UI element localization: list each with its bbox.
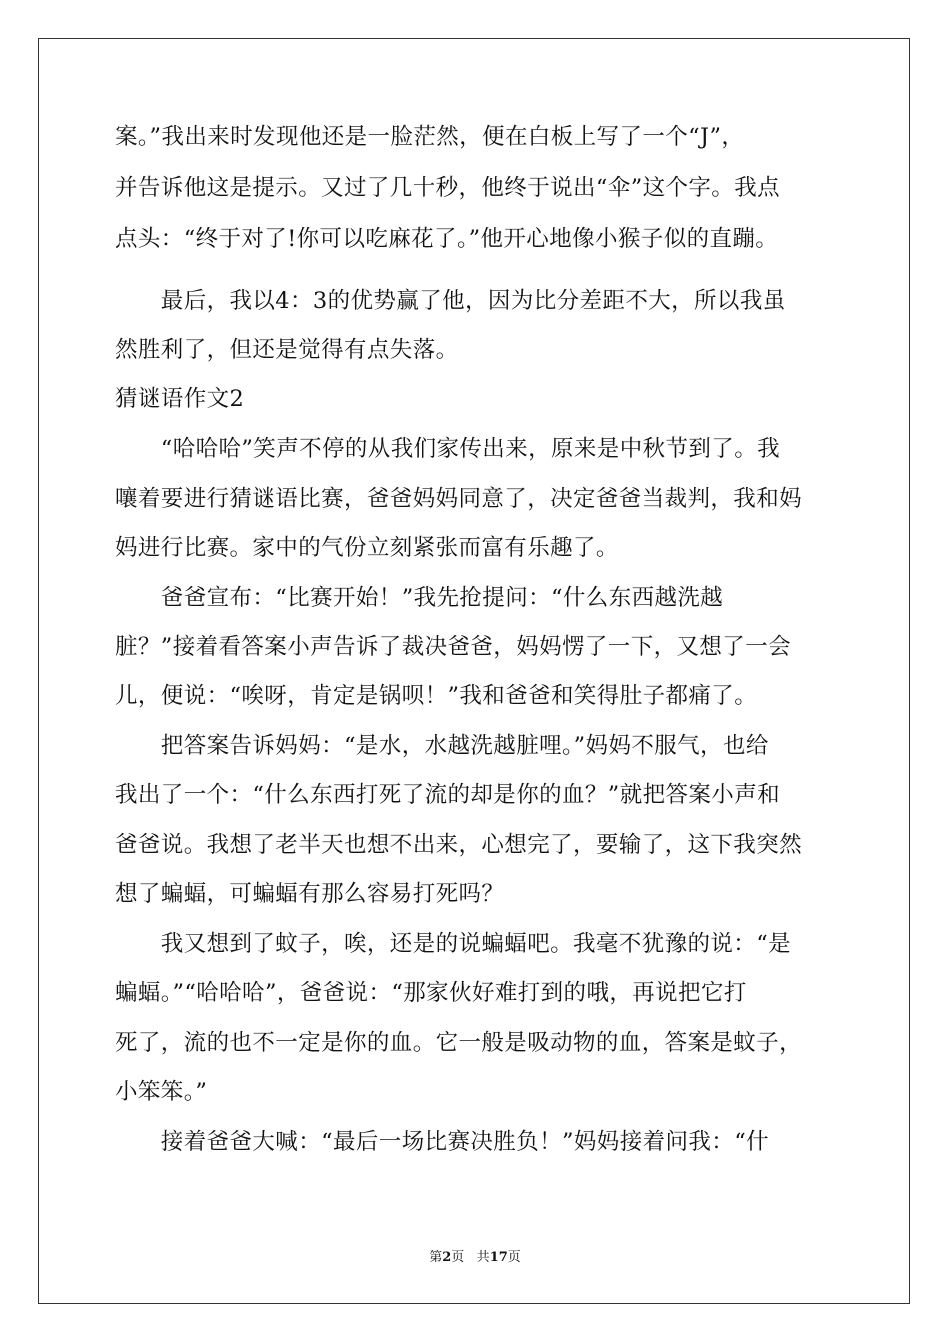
total-prefix: 共 bbox=[476, 1250, 490, 1265]
text-line: 妈进行比赛。家中的气份立刻紧张而富有乐趣了。 bbox=[115, 535, 619, 561]
text-line: 并告诉他这是提示。又过了几十秒，他终于说出“伞”这个字。我点 bbox=[115, 175, 781, 201]
page-prefix: 第 bbox=[429, 1250, 443, 1265]
text-line: 把答案告诉妈妈：“是水，水越洗越脏哩。”妈妈不服气，也给 bbox=[115, 733, 769, 759]
text-line: 爸爸说。我想了老半天也想不出来，心想完了，要输了，这下我突然 bbox=[115, 832, 803, 858]
text-line: 我又想到了蚊子，唉，还是的说蝙蝠吧。我毫不犹豫的说：“是 bbox=[115, 931, 792, 957]
text-line: 儿，便说：“唉呀，肯定是锅呗！”我和爸爸和笑得肚子都痛了。 bbox=[115, 683, 758, 709]
text-line: 脏？”接着看答案小声告诉了裁决爸爸，妈妈愣了一下，又想了一会 bbox=[115, 634, 792, 660]
page-number: 2 bbox=[442, 1250, 452, 1265]
text-line: “哈哈哈”笑声不停的从我们家传出来，原来是中秋节到了。我 bbox=[115, 436, 781, 462]
text-line: 嚷着要进行猜谜语比赛，爸爸妈妈同意了，决定爸爸当裁判，我和妈 bbox=[115, 486, 803, 512]
total-pages: 17 bbox=[489, 1250, 508, 1265]
text-line: 点头：“终于对了!你可以吃麻花了。”他开心地像小猴子似的直蹦。 bbox=[115, 226, 779, 252]
text-line: 案。”我出来时发现他还是一脸茫然，便在白板上写了一个“J”， bbox=[115, 124, 745, 150]
text-line: 最后，我以4：3的优势赢了他，因为比分差距不大，所以我虽 bbox=[115, 288, 786, 314]
text-line: 我出了一个：“什么东西打死了流的却是你的血？”就把答案小声和 bbox=[115, 782, 781, 808]
page-footer bbox=[0, 1250, 950, 1266]
text-line: 爸爸宣布：“比赛开始！”我先抢提问：“什么东西越洗越 bbox=[115, 585, 724, 611]
text-line: 想了蝙蝠，可蝙蝠有那么容易打死吗？ bbox=[115, 881, 505, 907]
total-suffix: 页 bbox=[507, 1250, 521, 1265]
section-heading: 猜谜语作文2 bbox=[115, 386, 245, 412]
text-line: 接着爸爸大喊：“最后一场比赛决胜负！”妈妈接着问我：“什 bbox=[115, 1129, 770, 1155]
text-line: 死了，流的也不一定是你的血。它一般是吸动物的血，答案是蚊子， bbox=[115, 1030, 803, 1056]
text-line: 蝙蝠。”“哈哈哈”，爸爸说：“那家伙好难打到的哦，再说把它打 bbox=[115, 980, 747, 1006]
text-line: 然胜利了，但还是觉得有点失落。 bbox=[115, 337, 459, 363]
page-suffix: 页 bbox=[451, 1250, 465, 1265]
text-line: 小笨笨。” bbox=[115, 1079, 208, 1105]
